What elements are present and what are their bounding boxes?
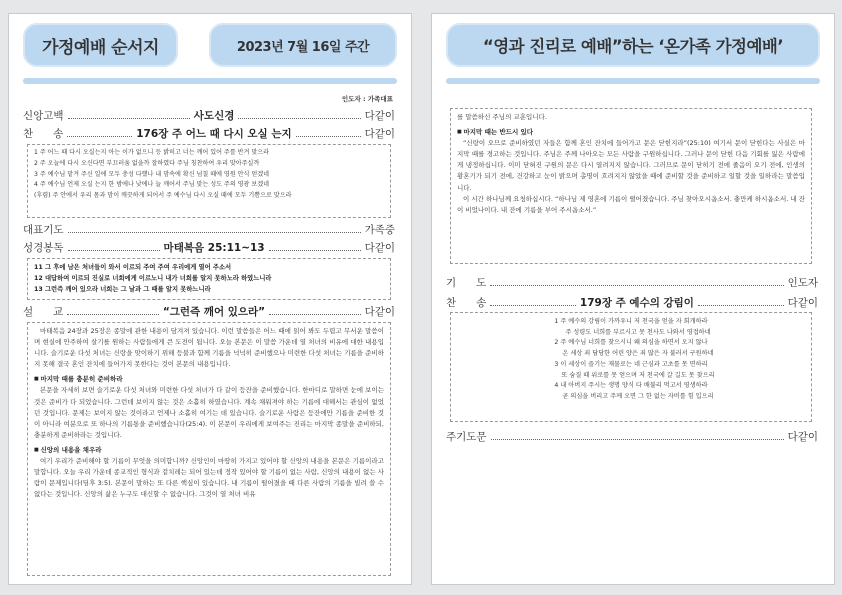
order-content: 179장 주 예수의 강림이	[579, 296, 694, 309]
order-item-hymn-closing	[446, 295, 818, 309]
order-performer: 다같이	[787, 296, 818, 309]
leader-label: 인도자 : 가족대표	[341, 95, 393, 103]
left-title-banner	[23, 23, 178, 67]
sermon-section-text: 본문을 자세히 보면 슬기로운 다섯 처녀와 미련한 다섯 처녀가 다 같이 등잔을 준비했습니다. 한마디로 말하면 눈에 보이는 것은 준비가 다 되었습니다. 그런데 보이지 않는 것은 소홀히 하였습니다. 계속 채워져야 하는 기름에 대해서는 관심이 없었던 것입니다. 문제는 보이지 않는 것이라고 언제나 소홀히 여기는 데 있습니다. 슬기로운 사람은 등잔에만 기름을 준비한 것이 아니라 여분으로 또 하나의 기름통을 준비했습니다(25:4). 이 본문이 우리에게 보여주는 진리는 마지막 종말을 준비하되, 충분하게 준비하라는 것입니다.	[34, 386, 384, 439]
order-performer: 다같이	[364, 241, 396, 254]
sermon-closing-prayer: 이 시간 하나님께 요청하십시다. “하나님 제 영혼에 기름이 떨어졌습니다. 주님 찾아오시옵소서. 충만케 하시옵소서. 내 잔이 비었나이다. 내 잔에 기름을 부어 주시옵소서.”	[457, 194, 805, 214]
order-label: 찬 송	[446, 296, 487, 309]
order-performer: 다같이	[364, 305, 396, 318]
hymn-line: 주 성령도 너희를 부르시고 못 천사도 나와서 영접하네	[565, 328, 711, 336]
hymn-line: 곧 의심을 버리고 주께 오면 그 한 없는 자비를 힘 입으리	[562, 392, 714, 400]
order-content: 176장 주 어느 때 다시 오실 는지	[136, 127, 292, 140]
order-label: 설 교	[23, 305, 64, 318]
right-divider-bar	[446, 78, 820, 84]
dotted-leader	[238, 112, 360, 119]
dotted-leader	[491, 433, 784, 440]
scripture-passage	[27, 258, 391, 300]
hymn-line: 온 세상 죄 담당한 어린 양은 죄 많은 자 불러서 구원하네	[562, 350, 714, 358]
order-content: 마태복음 25:11~13	[163, 241, 265, 254]
hymn-line: 4 내 아버지 주시는 생명 양식 다 배불리 먹고서 영생하라	[554, 382, 708, 390]
dotted-leader	[68, 226, 361, 233]
left-title: 가정예배 순서지	[42, 37, 159, 58]
dotted-leader	[67, 130, 132, 137]
scripture-verse: 13 그런즉 깨어 있으라 너희는 그 날과 그 때를 알지 못하느니라	[34, 286, 211, 293]
sermon-section-heading: ■ 신앙의 내용을 채우라	[34, 445, 384, 456]
hymn-line: 1 주 예수의 강림이 가까우니 저 천국을 얻을 자 회개하라	[554, 318, 708, 325]
order-item-prayer	[23, 222, 395, 236]
hymn-line: 4 주 예수님 언제 오실 는지 한 밤에나 낮에나 늘 깨어서 주님 맞는 성도 주의 영광 보겠네	[34, 181, 270, 189]
order-label: 주기도문	[446, 430, 487, 443]
worship-date: 2023년 7월 16일 주간	[236, 39, 370, 55]
sermon-intro: 마태복음 24장과 25장은 종말에 관한 내용이 담겨져 있습니다. 이런 말씀들은 어느 때에 읽어 봐도 두렵고 무서운 말씀이며 현실에 안주하여 살기를 원하는 사람들에게 큰 도전이 됩니다. 오늘 본문은 이 말씀 가운데 열 처녀의 비유에 대한 내용입니다. 슬기로운 다섯 처녀는 신랑을 맞이하기 위해 등불과 함께 기름을 넉넉히 준비했으나 미련한 다섯 처녀는 기름을 준비하지 못해 결국 혼인 잔치에 들어가지 못한다는 것이 본문의 내용입니다.	[34, 327, 384, 369]
order-performer: 다같이	[364, 109, 395, 122]
hymn-line: (후렴) 주 안에서 우리 몸과 맘이 깨끗하게 되어서 주 예수님 다시 오실 때에 모두 기쁨으로 맞으라	[34, 192, 292, 200]
dotted-leader	[68, 112, 190, 119]
order-label: 대표기도	[23, 223, 64, 236]
order-performer: 가족중	[364, 223, 395, 236]
dotted-leader	[296, 130, 361, 137]
order-performer: 인도자	[787, 276, 818, 289]
order-content: “그런즉 깨어 있으라”	[162, 305, 266, 318]
left-divider-bar	[23, 78, 397, 84]
right-page	[431, 13, 835, 585]
order-item-prayer-closing	[446, 275, 818, 289]
sermon-section-text: “신랑이 오므로 준비하였던 자들은 함께 혼인 잔치에 들어가고 문은 닫힌지라”(25:10) 여기서 문이 닫힌다는 사실은 마지막 때를 경고하는 것입니다. 주님은 주께 나아오는 모든 사람을 구원하십니다. 그러나 문이 닫힌 다음 기회를 잃은 사람에게 냉정하십니다. 이미 닫혀진 구원의 문은 다시 열려지지 않습니다. 그러므로 문이 닫히기 전에 줄음이 오기 전에, 인생의 황혼기가 되기 전에, 건강하고 눈이 밝으며 총명이 흐려지지 않았을 때에 준비할 것을 준비하고 일할 것을 일하라는 말씀입니다.	[457, 139, 805, 192]
order-item-scripture	[23, 240, 395, 254]
order-label: 신앙고백	[23, 109, 64, 122]
date-banner	[209, 23, 397, 67]
scripture-verse: 11 그 후에 남은 처녀들이 와서 이르되 주여 주여 우리에게 열어 주소서	[34, 264, 232, 271]
hymn-176-lyrics	[27, 144, 391, 218]
right-title-banner	[446, 23, 820, 67]
order-item-hymn	[23, 126, 395, 140]
sermon-section-text: 여기 우리가 준비해야 할 기름이 무엇을 의미합니까? 신앙인이 마땅히 가지고 있어야 할 신앙의 내용을 본문은 기름이라고 말합니다. 오늘 우리 가운데 종교적인 형식과 겉치레는 되어 있는데 정작 있어야 할 기름이 없는 사람, 신앙의 내용이 없는 사람이 문제입니다(딤후 3:5). 본문이 말하는 또 다른 핵심이 있습니다. 내 기름이 떨어졌을 때 다른 사람의 기름을 빌려 쓸 수 없다는 것입니다. 신앙의 삶은 누구도 대신할 수 없습니다. 그것이 열 처녀 비유	[34, 457, 384, 499]
order-performer: 다같이	[787, 430, 818, 443]
hymn-line: 2 주 오늘에 다시 오신다면 부끄러움 없을까 잘하였다 주님 칭찬하여 우리 맞아주실까	[34, 159, 260, 167]
order-label: 찬 송	[23, 127, 64, 140]
dotted-leader	[269, 308, 361, 315]
sermon-section-heading: ■ 마지막 때는 반드시 있다	[457, 127, 805, 138]
dotted-leader	[490, 299, 576, 306]
sermon-section-heading: ■ 마지막 때를 충분히 준비하라	[34, 374, 384, 385]
sermon-body	[27, 322, 391, 576]
order-item-creed	[23, 108, 395, 122]
hymn-line: 2 주 예수님 너희를 찾으시니 왜 의심을 하면서 오지 않나	[554, 339, 708, 347]
order-item-sermon	[23, 304, 395, 318]
sermon-continued	[450, 108, 812, 264]
dotted-leader	[68, 244, 160, 251]
dotted-leader	[698, 299, 784, 306]
hymn-line: 3 이 세상이 즐기는 재물로는 네 근심과 고초를 못 면하리	[554, 360, 708, 368]
hymn-line: 또 숨질 때 위로를 못 얻으며 저 천국에 갈 길도 못 찾으리	[561, 371, 715, 379]
scripture-verse: 12 대답하여 이르되 진실로 너희에게 이르노니 내가 너희를 알지 못하노라 하였느니라	[34, 275, 272, 282]
dotted-leader	[490, 279, 783, 286]
order-item-lords-prayer	[446, 429, 818, 443]
order-content: 사도신경	[193, 109, 235, 122]
hymn-line: 1 주 어느 때 다시 오실는지 아는 이가 없으니 등 밝히고 너는 깨어 있어 주를 반겨 맞으라	[34, 149, 270, 156]
order-performer: 다같이	[364, 127, 395, 140]
order-label: 기 도	[446, 276, 487, 289]
left-page	[8, 13, 412, 585]
right-title: “영과 진리로 예배”하는 ‘온가족 가정예배’	[482, 37, 784, 56]
dotted-leader	[269, 244, 361, 251]
order-label: 성경봉독	[23, 241, 64, 254]
dotted-leader	[67, 308, 159, 315]
sermon-continuation: 를 말씀하신 주님의 교훈입니다.	[457, 113, 547, 121]
hymn-179-lyrics	[450, 312, 812, 422]
hymn-line: 3 주 예수님 맡겨 주신 일에 모두 충성 다했나 내 맘속에 확신 넘칠 때에 영원 안식 얻겠네	[34, 170, 270, 178]
